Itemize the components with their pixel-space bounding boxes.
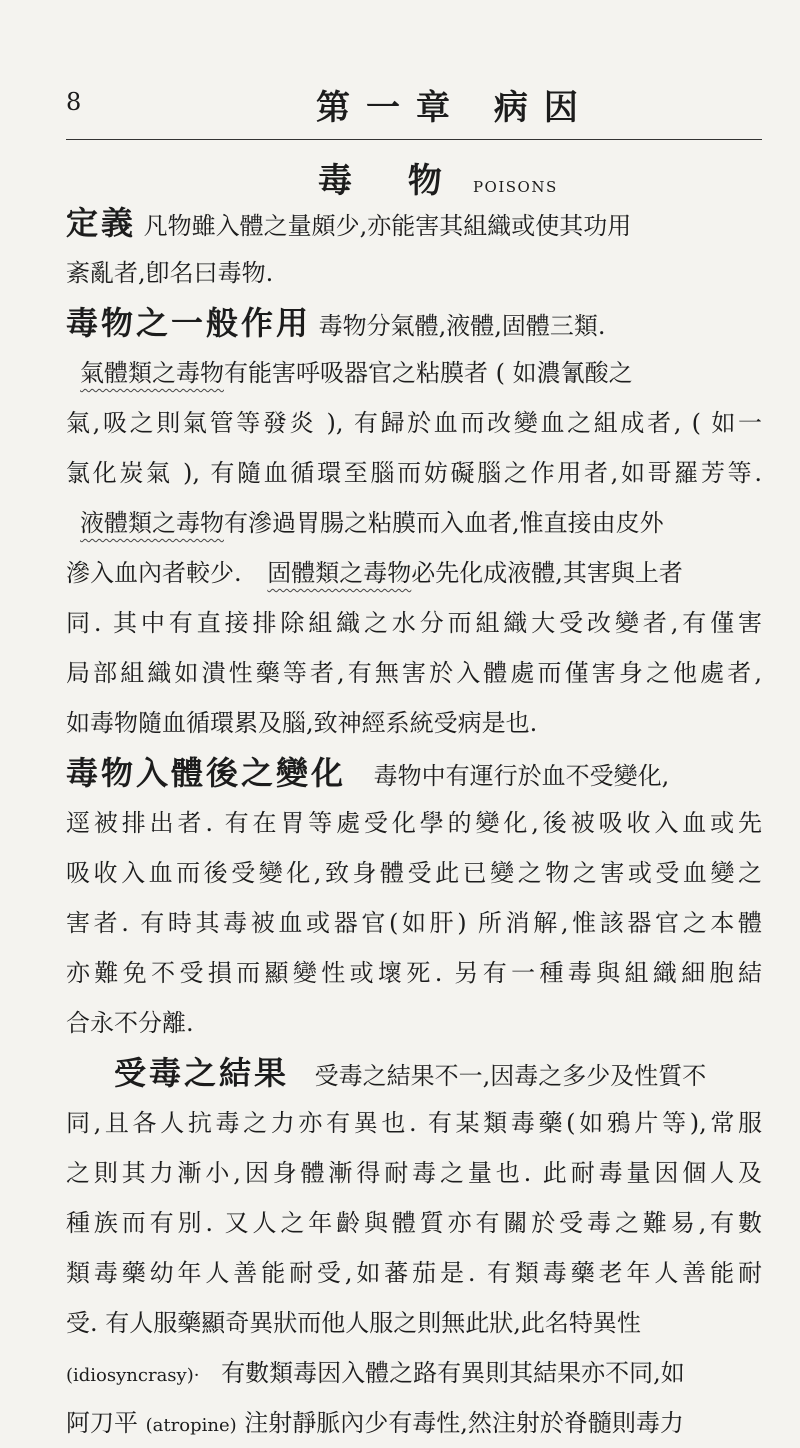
text-line: [66, 1398, 762, 1448]
text-span: 有能害呼吸器官之粘膜者 ( 如濃氰酸之: [224, 359, 633, 387]
chapter-title: 第一章 病因: [316, 88, 594, 128]
text-line: 同,且各人抗毒之力亦有異也. 有某類毒藥(如鴉片等),常服: [66, 1109, 762, 1137]
term-liquid-poisons: 液體類之毒物: [80, 509, 224, 537]
text-line: 局部組織如潰性藥等者,有無害於入體處而僅害身之他處者,: [66, 659, 762, 687]
subheading-general-action: 毒物之一般作用: [66, 304, 312, 342]
text-line: 逕被排出者. 有在胃等處受化學的變化,後被吸收入血或先: [66, 809, 762, 837]
text-line: 氯化炭氣 ), 有隨血循環至腦而妨礙腦之作用者,如哥羅芳等.: [66, 459, 762, 487]
text-line: 類毒藥幼年人善能耐受,如蕃茄是. 有類毒藥老年人善能耐: [66, 1259, 762, 1287]
text-line: 之則其力漸小,因身體漸得耐毒之量也. 此耐毒量因個人及: [66, 1159, 762, 1187]
term-idiosyncrasy: (idiosyncrasy)·: [66, 1365, 200, 1386]
text-line: 氣,吸之則氣管等發炎 ), 有歸於血而改變血之組成者, ( 如一: [66, 409, 762, 437]
text-line: [66, 298, 762, 348]
text-line: [66, 198, 762, 248]
subheading-changes: 毒物入體後之變化: [66, 754, 347, 792]
text-line: [66, 498, 762, 548]
text-span: 有數類毒因入體之路有異則其結果亦不同,如: [221, 1359, 685, 1387]
subheading-results: 受毒之結果: [114, 1054, 290, 1092]
text-line: [66, 348, 762, 398]
text-span: 必先化成液體,其害與上者: [411, 559, 683, 587]
text-line: [66, 548, 762, 598]
text-line: 種族而有別. 又人之年齡與體質亦有關於受毒之難易,有數: [66, 1209, 762, 1237]
text-span: 有滲過胃腸之粘膜而入血者,惟直接由皮外: [224, 509, 664, 537]
text-line: 合永不分離.: [66, 1009, 194, 1037]
term-atropine: (atropine): [145, 1415, 237, 1436]
text-span: 滲入血內者較少.: [66, 559, 242, 587]
text-span: 毒物分氣體,液體,固體三類.: [318, 312, 606, 340]
text-span: 凡物雖入體之量頗少,亦能害其組織或使其功用: [143, 212, 632, 240]
text-line: 同. 其中有直接排除組織之水分而組織大受改變者,有僅害: [66, 609, 762, 637]
page-number: 8: [66, 88, 82, 116]
section-title: 毒 物: [318, 161, 464, 201]
section-title-en: POISONS: [472, 178, 558, 196]
body-text: [66, 198, 762, 1448]
text-line: [66, 748, 762, 798]
term-solid-poisons: 固體類之毒物: [267, 559, 412, 587]
text-span: 受毒之結果不一,因毒之多少及性質不: [314, 1062, 707, 1090]
text-line: 害者. 有時其毒被血或器官(如肝) 所消解,惟該器官之本體: [66, 909, 762, 937]
text-span: 注射靜脈內少有毒性,然注射於脊髓則毒力: [244, 1409, 684, 1437]
text-line: [66, 1048, 762, 1098]
text-line: 紊亂者,卽名曰毒物.: [66, 259, 274, 287]
text-span: 毒物中有運行於血不受變化,: [373, 762, 670, 790]
text-line: 吸收入血而後受變化,致身體受此已變之物之害或受血變之: [66, 859, 762, 887]
subheading-definition: 定義: [66, 204, 137, 242]
text-span: 阿刀平: [66, 1409, 138, 1437]
text-line: 亦難免不受損而顯變性或壞死. 另有一種毒與組織細胞結: [66, 959, 762, 987]
text-line: [66, 1348, 762, 1398]
text-line: 受. 有人服藥顯奇異狀而他人服之則無此狀,此名特異性: [66, 1309, 641, 1337]
header-rule: [66, 139, 762, 140]
text-line: 如毒物隨血循環累及腦,致神經系統受病是也.: [66, 709, 538, 737]
term-gas-poisons: 氣體類之毒物: [80, 359, 224, 387]
section-heading: [318, 153, 558, 202]
